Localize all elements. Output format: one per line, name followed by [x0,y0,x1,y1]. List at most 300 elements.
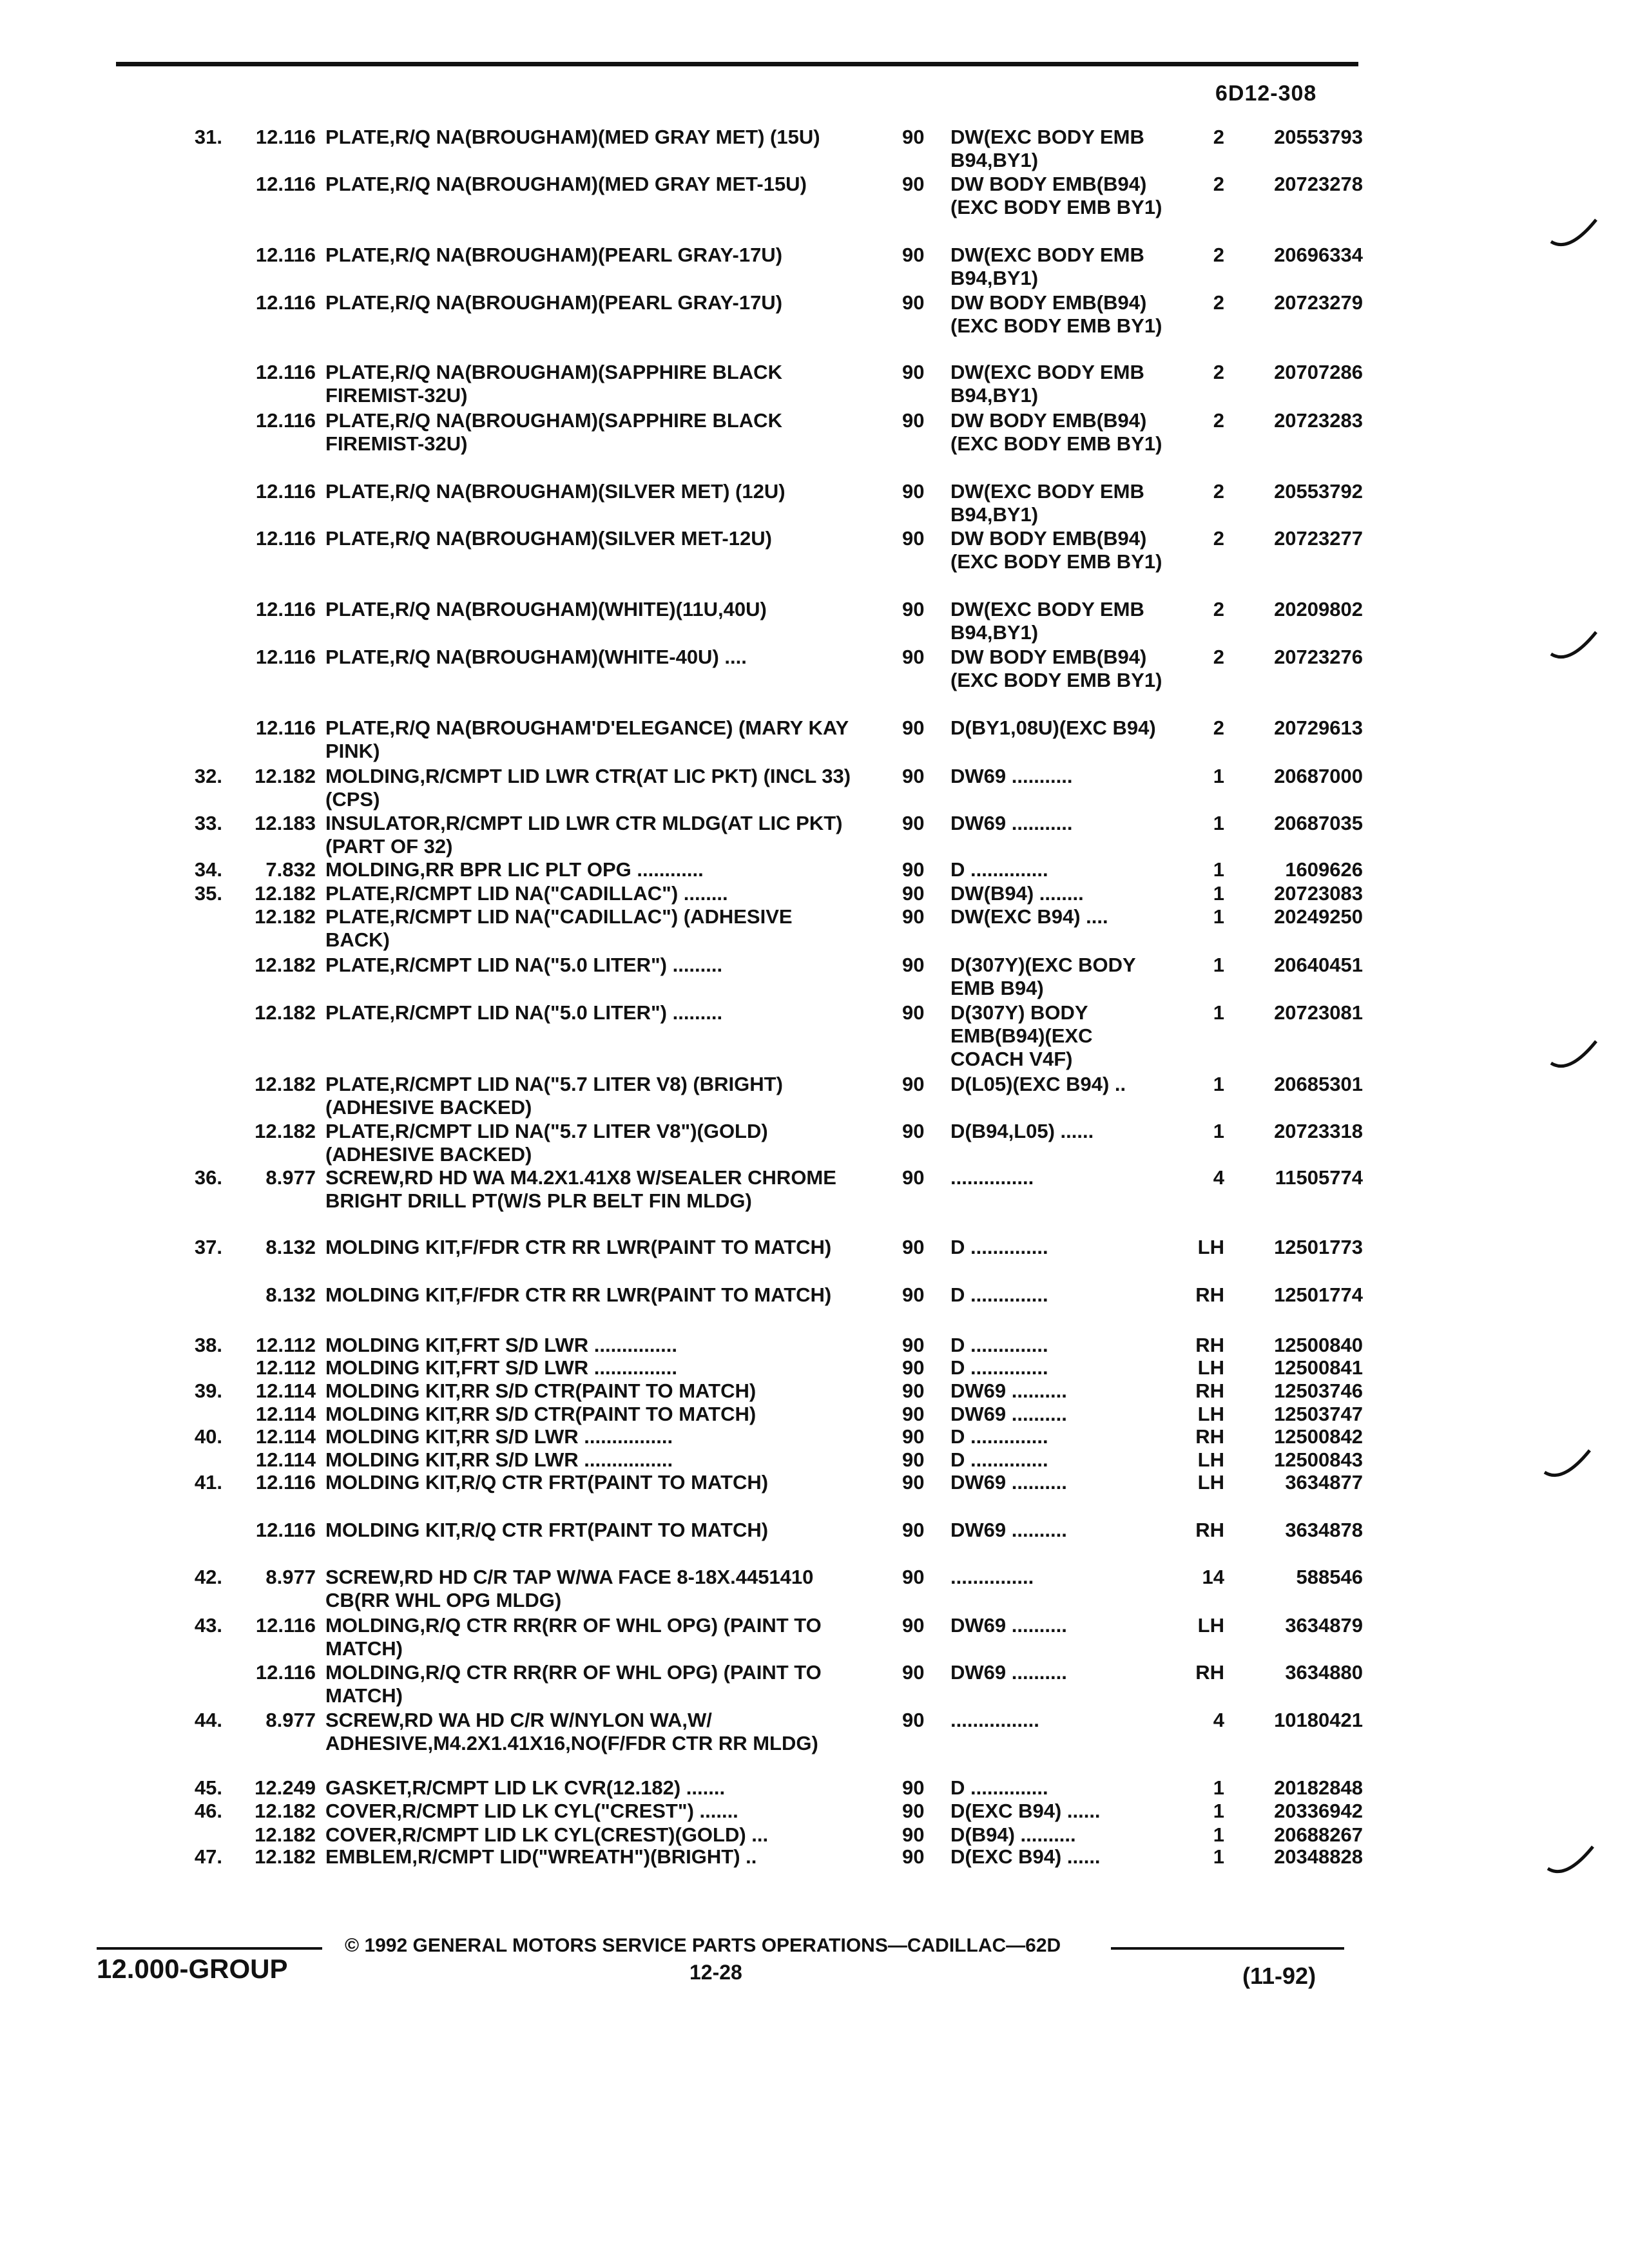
model-year: 90 [902,409,925,432]
application: D(B94) .......... [950,1823,1076,1846]
part-number: 20553793 [1274,126,1363,148]
application: D .............. [950,1425,1048,1448]
description [325,1519,860,1542]
quantity: 1 [1213,954,1224,976]
description [325,1166,860,1213]
part-detail: ,R/CMPT LID NA("5.7 LITER V8")(GOLD) (ADHESIVE BACKED) [325,1120,768,1166]
part-detail: ,R/CMPT LID NA("CADILLAC") (ADHESIVE BACK) [325,905,793,951]
description [325,1001,860,1024]
model-year: 90 [902,480,925,503]
quantity: LH [1197,1403,1224,1425]
part-number: 12500842 [1274,1425,1363,1448]
quantity: LH [1197,1614,1224,1637]
group-number: 8.132 [265,1236,316,1258]
description [325,598,860,621]
part-name: PLATE [325,291,390,314]
quantity: RH [1195,1661,1224,1684]
part-number: 20723276 [1274,646,1363,668]
part-number: 3634880 [1285,1661,1363,1684]
part-name: MOLDING KIT [325,1448,456,1471]
description [325,882,860,905]
part-detail: ,R/Q NA(BROUGHAM)(WHITE-40U) .... [389,646,747,668]
part-name: MOLDING KIT [325,1519,456,1541]
part-number: 20336942 [1274,1800,1363,1822]
description [325,1334,860,1357]
model-year: 90 [902,1379,925,1402]
quantity: 1 [1213,765,1224,787]
quantity: 2 [1213,291,1224,314]
group-number: 12.114 [255,1403,316,1425]
top-rule [116,62,1358,66]
application: D .............. [950,1334,1048,1356]
part-number: 20723277 [1274,527,1363,550]
description [325,409,860,456]
model-year: 90 [902,954,925,976]
application: DW BODY EMB(B94)(EXC BODY EMB BY1) [950,173,1162,218]
application: DW69 .......... [950,1614,1067,1637]
page-code: 6D12-308 [1215,81,1317,106]
model-year: 90 [902,173,925,195]
part-detail: ,R/CMPT LID NA("5.7 LITER V8) (BRIGHT)(ADHESIVE BACKED) [325,1073,783,1119]
quantity: 4 [1213,1709,1224,1731]
quantity: LH [1197,1236,1224,1258]
part-number: 20348828 [1274,1845,1363,1868]
part-number: 20723081 [1274,1001,1363,1024]
model-year: 90 [902,1566,925,1588]
model-year: 90 [902,812,925,834]
group-number: 12.182 [255,765,316,787]
model-year: 90 [902,1283,925,1306]
group-number: 12.116 [255,716,316,739]
description [325,1120,860,1166]
description [325,1566,860,1612]
group-number: 12.116 [255,361,316,383]
part-name: PLATE [325,173,390,195]
model-year: 90 [902,527,925,550]
part-name: MOLDING [325,858,420,881]
part-number: 20729613 [1274,716,1363,739]
group-number: 12.116 [255,480,316,503]
quantity: 2 [1213,598,1224,620]
part-name: PLATE [325,646,390,668]
check-mark-icon [1550,216,1601,255]
part-number: 20723283 [1274,409,1363,432]
quantity: 2 [1213,126,1224,148]
part-detail: ,FRT S/D LWR ............... [455,1356,677,1379]
part-detail: ,R/CMPT LID LK CVR(12.182) ....... [406,1776,726,1799]
model-year: 90 [902,1334,925,1356]
model-year: 90 [902,1776,925,1799]
part-detail: ,R/Q NA(BROUGHAM)(SAPPHIRE BLACK FIREMIST-32U) [325,409,782,455]
part-name: MOLDING KIT [325,1425,456,1448]
group-number: 12.116 [255,646,316,668]
model-year: 90 [902,1661,925,1684]
group-number: 12.182 [255,882,316,905]
footer-rule-left [97,1947,322,1950]
description [325,1448,860,1472]
group-number: 12.182 [255,1120,316,1142]
description [325,1073,860,1119]
model-year: 90 [902,646,925,668]
part-name: PLATE [325,905,390,928]
quantity: 1 [1213,1001,1224,1024]
group-number: 12.116 [255,173,316,195]
quantity: 1 [1213,812,1224,834]
part-name: PLATE [325,409,390,432]
application: D .............. [950,1236,1048,1258]
footer-page-number: 12-28 [689,1961,742,1984]
part-detail: ,RR BPR LIC PLT OPG ............ [419,858,704,881]
model-year: 90 [902,1448,925,1471]
part-number: 20249250 [1274,905,1363,928]
group-number: 12.116 [255,1661,316,1684]
group-number: 12.249 [255,1776,316,1799]
description [325,480,860,503]
part-number: 20640451 [1274,954,1363,976]
group-number: 12.114 [255,1425,316,1448]
quantity: 1 [1213,882,1224,905]
part-name: PLATE [325,480,390,503]
part-number: 11505774 [1275,1166,1363,1189]
group-number: 12.116 [255,598,316,620]
model-year: 90 [902,716,925,739]
quantity: 1 [1213,858,1224,881]
group-number: 12.112 [255,1334,316,1356]
part-name: PLATE [325,527,390,550]
model-year: 90 [902,1425,925,1448]
description [325,1236,860,1259]
item-number: 47. [194,1845,222,1868]
model-year: 90 [902,905,925,928]
item-number: 45. [194,1776,222,1799]
item-number: 35. [194,882,222,905]
description [325,1800,860,1823]
quantity: RH [1195,1425,1224,1448]
description [325,1356,860,1379]
part-name: MOLDING KIT [325,1283,456,1306]
part-detail: ,RR S/D CTR(PAINT TO MATCH) [455,1403,757,1425]
model-year: 90 [902,1001,925,1024]
description [325,905,860,952]
application: DW69 .......... [950,1403,1067,1425]
quantity: 1 [1213,1800,1224,1822]
model-year: 90 [902,1120,925,1142]
model-year: 90 [902,598,925,620]
part-detail: ,R/Q NA(BROUGHAM)(SILVER MET) (12U) [389,480,786,503]
quantity: 2 [1213,173,1224,195]
part-number: 12500843 [1274,1448,1363,1471]
check-mark-icon [1550,628,1601,667]
model-year: 90 [902,1614,925,1637]
quantity: 14 [1202,1566,1224,1588]
part-detail: ,RD WA HD C/R W/NYLON WA,W/ ADHESIVE,M4.2X1.41X16,NO(F/FDR CTR RR MLDG) [325,1709,818,1754]
model-year: 90 [902,1845,925,1868]
part-name: PLATE [325,126,390,148]
quantity: RH [1195,1334,1224,1356]
application: ............... [950,1566,1034,1588]
group-number: 12.116 [255,1519,316,1541]
part-number: 12500841 [1274,1356,1363,1379]
description [325,1614,860,1660]
part-name: PLATE [325,244,390,266]
quantity: LH [1197,1471,1224,1494]
part-number: 20723279 [1274,291,1363,314]
application: DW(EXC BODY EMB B94,BY1) [950,480,1144,526]
application: D .............. [950,1776,1048,1799]
description [325,858,860,881]
part-detail: ,R/Q NA(BROUGHAM'D'ELEGANCE) (MARY KAY PINK) [325,716,849,762]
quantity: 2 [1213,361,1224,383]
model-year: 90 [902,244,925,266]
description [325,765,860,811]
model-year: 90 [902,361,925,383]
part-name: SCREW [325,1709,399,1731]
group-number: 12.182 [255,1073,316,1095]
part-number: 20707286 [1274,361,1363,383]
part-detail: ,RD HD C/R TAP W/WA FACE 8-18X.4451410 CB(RR WHL OPG MLDG) [325,1566,814,1611]
part-name: PLATE [325,598,390,620]
group-number: 12.116 [255,1471,316,1494]
item-number: 43. [194,1614,222,1637]
part-detail: ,RR S/D CTR(PAINT TO MATCH) [455,1379,757,1402]
part-detail: ,RR S/D LWR ................ [455,1448,673,1471]
application: DW BODY EMB(B94)(EXC BODY EMB BY1) [950,527,1162,573]
model-year: 90 [902,126,925,148]
item-number: 44. [194,1709,222,1731]
model-year: 90 [902,1519,925,1541]
part-detail: ,R/Q CTR FRT(PAINT TO MATCH) [455,1471,769,1494]
application: D .............. [950,1356,1048,1379]
part-name: SCREW [325,1566,399,1588]
group-number: 12.114 [255,1448,316,1471]
model-year: 90 [902,1166,925,1189]
application: D(307Y)(EXC BODY EMB B94) [950,954,1136,999]
group-number: 12.116 [255,291,316,314]
application: D(L05)(EXC B94) .. [950,1073,1126,1095]
group-number: 12.182 [255,1823,316,1846]
part-name: MOLDING KIT [325,1403,456,1425]
model-year: 90 [902,1709,925,1731]
footer-copyright: © 1992 GENERAL MOTORS SERVICE PARTS OPERATIONS—CADILLAC—62D [345,1935,1061,1956]
quantity: 2 [1213,716,1224,739]
part-number: 12500840 [1274,1334,1363,1356]
group-number: 12.182 [255,1845,316,1868]
group-number: 12.183 [255,812,316,834]
quantity: RH [1195,1519,1224,1541]
quantity: 1 [1213,905,1224,928]
application: DW BODY EMB(B94)(EXC BODY EMB BY1) [950,646,1162,691]
part-detail: ,R/Q NA(BROUGHAM)(PEARL GRAY-17U) [389,244,783,266]
description [325,1709,860,1755]
quantity: LH [1197,1356,1224,1379]
item-number: 46. [194,1800,222,1822]
model-year: 90 [902,858,925,881]
part-name: PLATE [325,361,390,383]
part-number: 20687000 [1274,765,1363,787]
description [325,1425,860,1448]
part-number: 20209802 [1274,598,1363,620]
part-number: 20723318 [1274,1120,1363,1142]
part-detail: ,FRT S/D LWR ............... [455,1334,677,1356]
part-number: 10180421 [1274,1709,1363,1731]
quantity: RH [1195,1379,1224,1402]
part-detail: ,R/Q NA(BROUGHAM)(SILVER MET-12U) [389,527,772,550]
item-number: 36. [194,1166,222,1189]
model-year: 90 [902,765,925,787]
part-name: MOLDING [325,1614,420,1637]
item-number: 41. [194,1471,222,1494]
footer-group: 12.000-GROUP [97,1954,288,1984]
description [325,291,860,314]
part-number: 20723083 [1274,882,1363,905]
group-number: 8.132 [265,1283,316,1306]
group-number: 8.977 [265,1166,316,1189]
quantity: LH [1197,1448,1224,1471]
description [325,527,860,550]
group-number: 12.116 [255,244,316,266]
check-mark-icon [1543,1446,1595,1485]
group-number: 8.977 [265,1709,316,1731]
part-name: MOLDING KIT [325,1379,456,1402]
model-year: 90 [902,1073,925,1095]
part-name: COVER [325,1800,397,1822]
description [325,716,860,763]
part-detail: ,RR S/D LWR ................ [455,1425,673,1448]
part-name: PLATE [325,1001,390,1024]
application: DW69 ........... [950,812,1073,834]
application: DW(EXC B94) .... [950,905,1108,928]
part-detail: ,R/CMPT LID LK CYL(CREST)(GOLD) ... [396,1823,769,1846]
group-number: 12.116 [255,409,316,432]
part-detail: ,F/FDR CTR RR LWR(PAINT TO MATCH) [455,1283,832,1306]
part-number: 1609626 [1285,858,1363,881]
part-name: GASKET [325,1776,407,1799]
part-detail: ,R/Q NA(BROUGHAM)(MED GRAY MET-15U) [389,173,807,195]
group-number: 7.832 [265,858,316,881]
description [325,1776,860,1800]
part-name: PLATE [325,954,390,976]
part-number: 20553792 [1274,480,1363,503]
part-name: MOLDING KIT [325,1471,456,1494]
application: DW(EXC BODY EMB B94,BY1) [950,598,1144,644]
application: DW(B94) ........ [950,882,1084,905]
application: DW69 .......... [950,1519,1067,1541]
model-year: 90 [902,1356,925,1379]
item-number: 42. [194,1566,222,1588]
part-name: PLATE [325,1073,390,1095]
part-number: 12501774 [1274,1283,1363,1306]
part-number: 20723278 [1274,173,1363,195]
part-detail: ,R/CMPT LID NA("5.0 LITER") ......... [389,1001,723,1024]
application: DW69 .......... [950,1661,1067,1684]
quantity: 2 [1213,646,1224,668]
part-detail: ,R/Q NA(BROUGHAM)(WHITE)(11U,40U) [389,598,767,620]
part-number: 12503746 [1274,1379,1363,1402]
part-number: 588546 [1296,1566,1363,1588]
footer-rule-right [1111,1947,1344,1950]
part-detail: ,R/Q NA(BROUGHAM)(PEARL GRAY-17U) [389,291,783,314]
part-number: 20688267 [1274,1823,1363,1846]
application: DW(EXC BODY EMB B94,BY1) [950,361,1144,407]
part-number: 20696334 [1274,244,1363,266]
group-number: 12.182 [255,1001,316,1024]
group-number: 12.112 [255,1356,316,1379]
application: D .............. [950,1448,1048,1471]
part-detail: ,R/Q NA(BROUGHAM)(MED GRAY MET) (15U) [389,126,820,148]
item-number: 34. [194,858,222,881]
group-number: 12.116 [255,126,316,148]
quantity: 2 [1213,527,1224,550]
model-year: 90 [902,1403,925,1425]
application: D(BY1,08U)(EXC B94) [950,716,1156,739]
quantity: RH [1195,1283,1224,1306]
description [325,646,860,669]
part-name: MOLDING [325,1661,420,1684]
item-number: 39. [194,1379,222,1402]
description [325,1403,860,1426]
part-detail: ,R/Q NA(BROUGHAM)(SAPPHIRE BLACK FIREMIST-32U) [325,361,782,407]
application: D(B94,L05) ...... [950,1120,1094,1142]
group-number: 12.114 [255,1379,316,1402]
part-number: 20687035 [1274,812,1363,834]
description [325,1661,860,1707]
part-number: 3634879 [1285,1614,1363,1637]
part-number: 12503747 [1274,1403,1363,1425]
application: DW69 ........... [950,765,1073,787]
part-detail: ,R/Q CTR RR(RR OF WHL OPG) (PAINT TO MATCH) [325,1661,822,1707]
item-number: 37. [194,1236,222,1258]
part-name: SCREW [325,1166,399,1189]
part-name: INSULATOR [325,812,440,834]
description [325,126,860,149]
application: ................ [950,1709,1039,1731]
quantity: 1 [1213,1073,1224,1095]
check-mark-icon [1550,1037,1601,1076]
application: D .............. [950,858,1048,881]
part-number: 3634878 [1285,1519,1363,1541]
part-name: COVER [325,1823,397,1846]
model-year: 90 [902,1800,925,1822]
part-detail: ,R/CMPT LID NA("5.0 LITER") ......... [389,954,723,976]
application: ............... [950,1166,1034,1189]
model-year: 90 [902,1471,925,1494]
description [325,1823,860,1847]
application: D(EXC B94) ...... [950,1800,1101,1822]
part-detail: ,F/FDR CTR RR LWR(PAINT TO MATCH) [455,1236,832,1258]
part-number: 20182848 [1274,1776,1363,1799]
application: DW BODY EMB(B94)(EXC BODY EMB BY1) [950,409,1162,455]
part-detail: ,R/CMPT LID NA("CADILLAC") ........ [389,882,728,905]
group-number: 12.182 [255,905,316,928]
item-number: 31. [194,126,222,148]
description [325,1379,860,1403]
part-name: PLATE [325,882,390,905]
quantity: 1 [1213,1776,1224,1799]
application: DW69 .......... [950,1379,1067,1402]
part-number: 12501773 [1274,1236,1363,1258]
description [325,1845,860,1869]
part-name: MOLDING KIT [325,1334,456,1356]
part-detail: ,R/Q CTR FRT(PAINT TO MATCH) [455,1519,769,1541]
model-year: 90 [902,1236,925,1258]
group-number: 12.182 [255,1800,316,1822]
part-name: EMBLEM [325,1845,412,1868]
description [325,954,860,977]
model-year: 90 [902,882,925,905]
part-name: MOLDING KIT [325,1356,456,1379]
part-number: 3634877 [1285,1471,1363,1494]
quantity: 2 [1213,480,1224,503]
